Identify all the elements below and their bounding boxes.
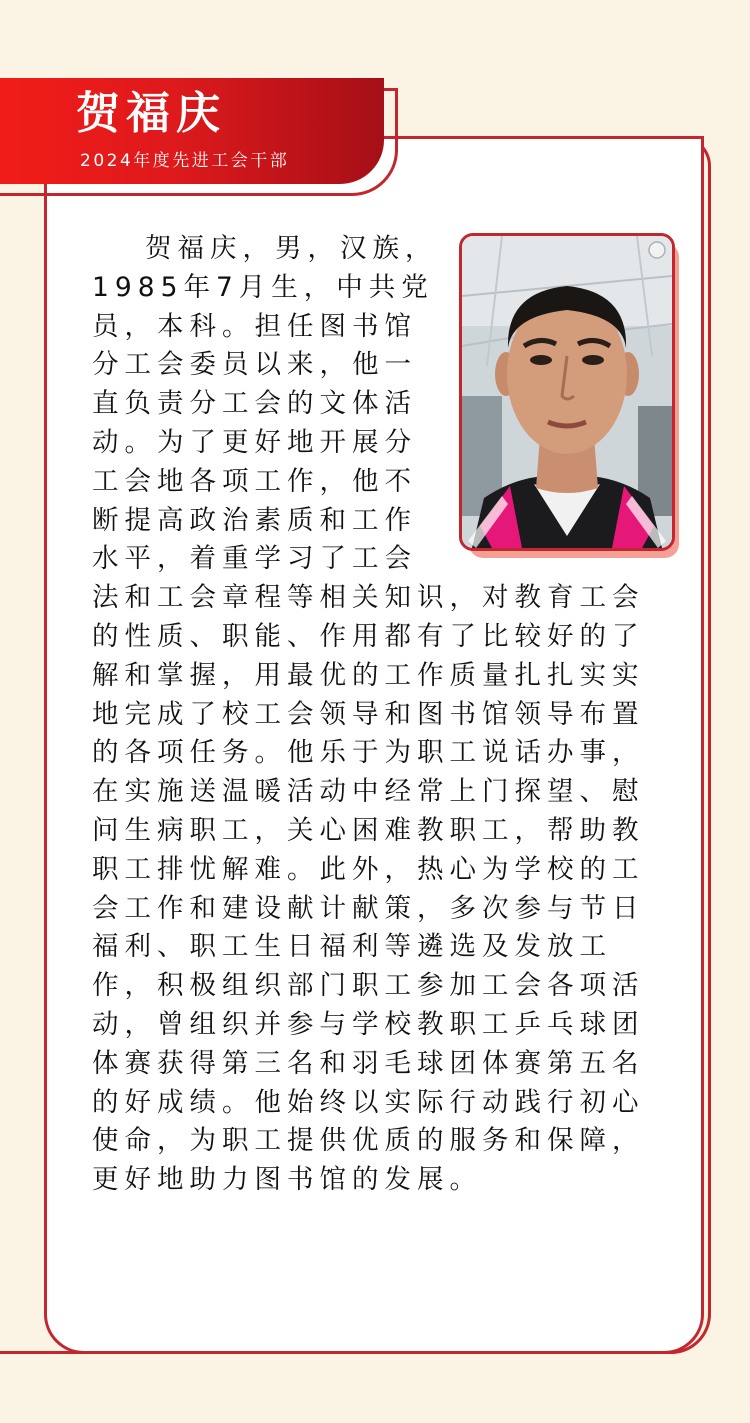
award-subtitle: 2024年度先进工会干部 xyxy=(80,151,290,171)
header-banner xyxy=(0,78,384,184)
bio-text-block xyxy=(92,230,668,1200)
photo-space xyxy=(454,230,668,544)
person-name: 贺福庆 xyxy=(76,88,226,139)
bio-paragraph: 贺福庆，男，汉族，1985年7月生，中共党员，本科。担任图书馆分工会委员以来，他一直负责分工会的文体活动。为了更好地开展分工会地各项工作，他不断提高政治素质和工作水平，着重学习了工会法和工会章程等相关知识，对教育工会的性质、职能、作用都有了比较好的了解和掌握，用最优的工作质量扎扎实实地完成了校工会领导和图书馆领导布置的各项任务。他乐于为职工说话办事，在实施送温暖活动中经常上门探望、慰问生病职工，关心困难教职工，帮助教职工排忧解难。此外，热心为学校的工会工作和建设献计献策，多次参与节日福利、职工生日福利等遴选及发放工作，积极组织部门职工参加工会各项活动，曾组织并参与学校教职工乒乓球团体赛获得第三名和羽毛球团体赛第五名的好成绩。他始终以实际行动践行初心使命，为职工提供优质的服务和保障，更好地助力图书馆的发展。 xyxy=(92,233,645,1196)
